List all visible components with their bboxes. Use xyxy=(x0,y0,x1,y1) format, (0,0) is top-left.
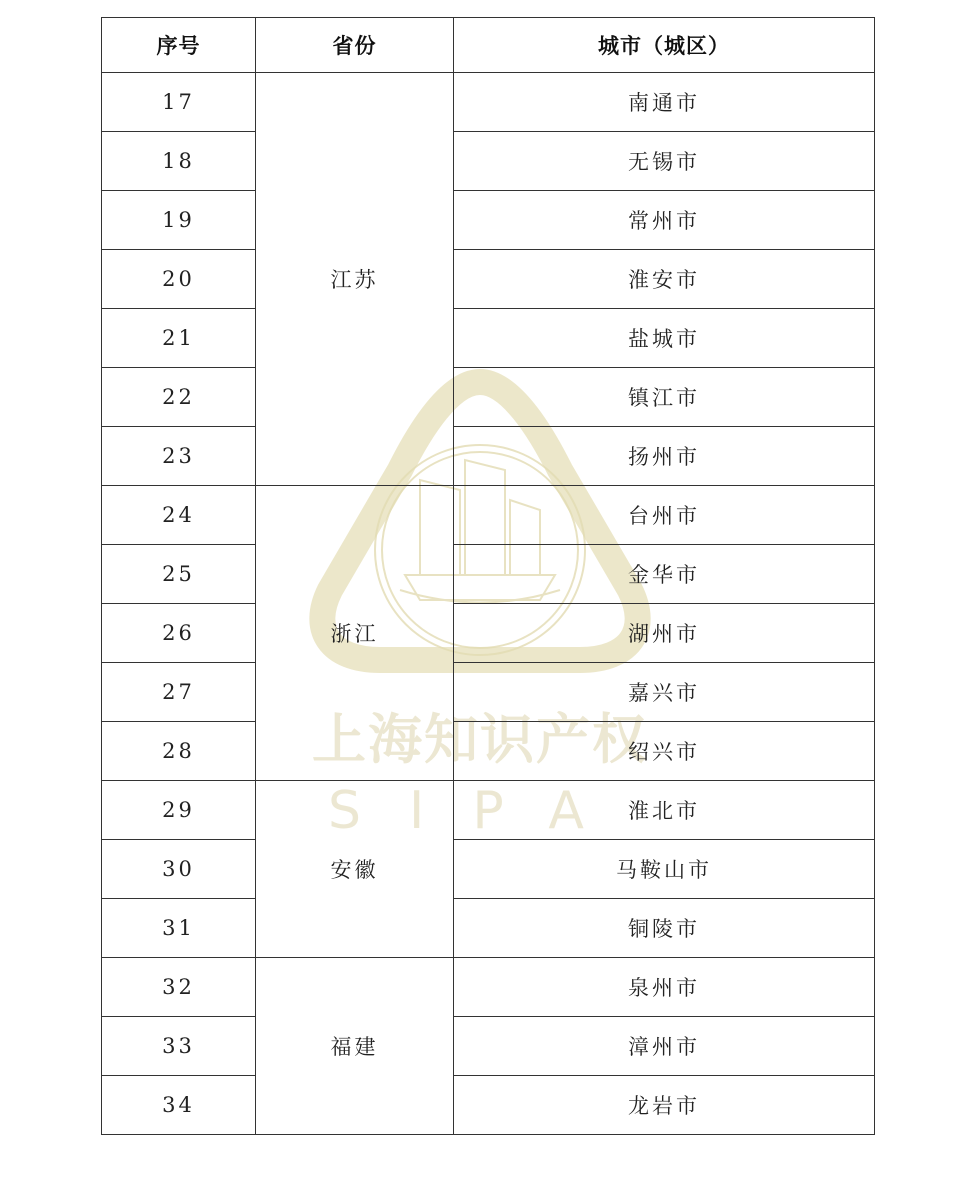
row-index: 34 xyxy=(102,1076,256,1135)
table-row xyxy=(102,604,875,663)
city-cell: 镇江市 xyxy=(454,368,875,427)
province-cell: 江苏 xyxy=(256,73,454,486)
row-index: 33 xyxy=(102,1017,256,1076)
header-city: 城市（城区） xyxy=(454,18,875,73)
province-cell: 安徽 xyxy=(256,781,454,958)
row-index: 23 xyxy=(102,427,256,486)
city-cell: 龙岩市 xyxy=(454,1076,875,1135)
province-cell: 浙江 xyxy=(256,486,454,781)
row-index: 26 xyxy=(102,604,256,663)
city-cell: 绍兴市 xyxy=(454,722,875,781)
city-cell: 盐城市 xyxy=(454,309,875,368)
table-row xyxy=(102,427,875,486)
province-cell: 福建 xyxy=(256,958,454,1135)
table-row xyxy=(102,663,875,722)
city-cell: 嘉兴市 xyxy=(454,663,875,722)
city-cell: 铜陵市 xyxy=(454,899,875,958)
row-index: 18 xyxy=(102,132,256,191)
table-row xyxy=(102,191,875,250)
table-row xyxy=(102,722,875,781)
table-row xyxy=(102,899,875,958)
city-cell: 湖州市 xyxy=(454,604,875,663)
city-cell: 无锡市 xyxy=(454,132,875,191)
row-index: 17 xyxy=(102,73,256,132)
table-header-row xyxy=(102,18,875,73)
table-row xyxy=(102,486,875,545)
city-cell: 淮安市 xyxy=(454,250,875,309)
table-row xyxy=(102,1017,875,1076)
row-index: 21 xyxy=(102,309,256,368)
table-row xyxy=(102,781,875,840)
table-row xyxy=(102,132,875,191)
header-index: 序号 xyxy=(102,18,256,73)
row-index: 19 xyxy=(102,191,256,250)
city-cell: 漳州市 xyxy=(454,1017,875,1076)
row-index: 22 xyxy=(102,368,256,427)
city-cell: 淮北市 xyxy=(454,781,875,840)
table-row xyxy=(102,368,875,427)
city-cell: 台州市 xyxy=(454,486,875,545)
city-cell: 泉州市 xyxy=(454,958,875,1017)
city-list-table xyxy=(101,17,875,1135)
header-province: 省份 xyxy=(256,18,454,73)
table-row xyxy=(102,840,875,899)
city-cell: 扬州市 xyxy=(454,427,875,486)
city-cell: 南通市 xyxy=(454,73,875,132)
table-row xyxy=(102,1076,875,1135)
city-cell: 马鞍山市 xyxy=(454,840,875,899)
row-index: 28 xyxy=(102,722,256,781)
table-row xyxy=(102,73,875,132)
row-index: 20 xyxy=(102,250,256,309)
row-index: 25 xyxy=(102,545,256,604)
table-row xyxy=(102,545,875,604)
city-cell: 金华市 xyxy=(454,545,875,604)
watermark-name: 上海知识产权 xyxy=(312,708,648,771)
table-row xyxy=(102,250,875,309)
watermark-abbr: SIPA xyxy=(328,781,632,840)
table-row xyxy=(102,309,875,368)
row-index: 30 xyxy=(102,840,256,899)
row-index: 29 xyxy=(102,781,256,840)
table-row xyxy=(102,958,875,1017)
row-index: 24 xyxy=(102,486,256,545)
row-index: 31 xyxy=(102,899,256,958)
city-cell: 常州市 xyxy=(454,191,875,250)
row-index: 32 xyxy=(102,958,256,1017)
row-index: 27 xyxy=(102,663,256,722)
